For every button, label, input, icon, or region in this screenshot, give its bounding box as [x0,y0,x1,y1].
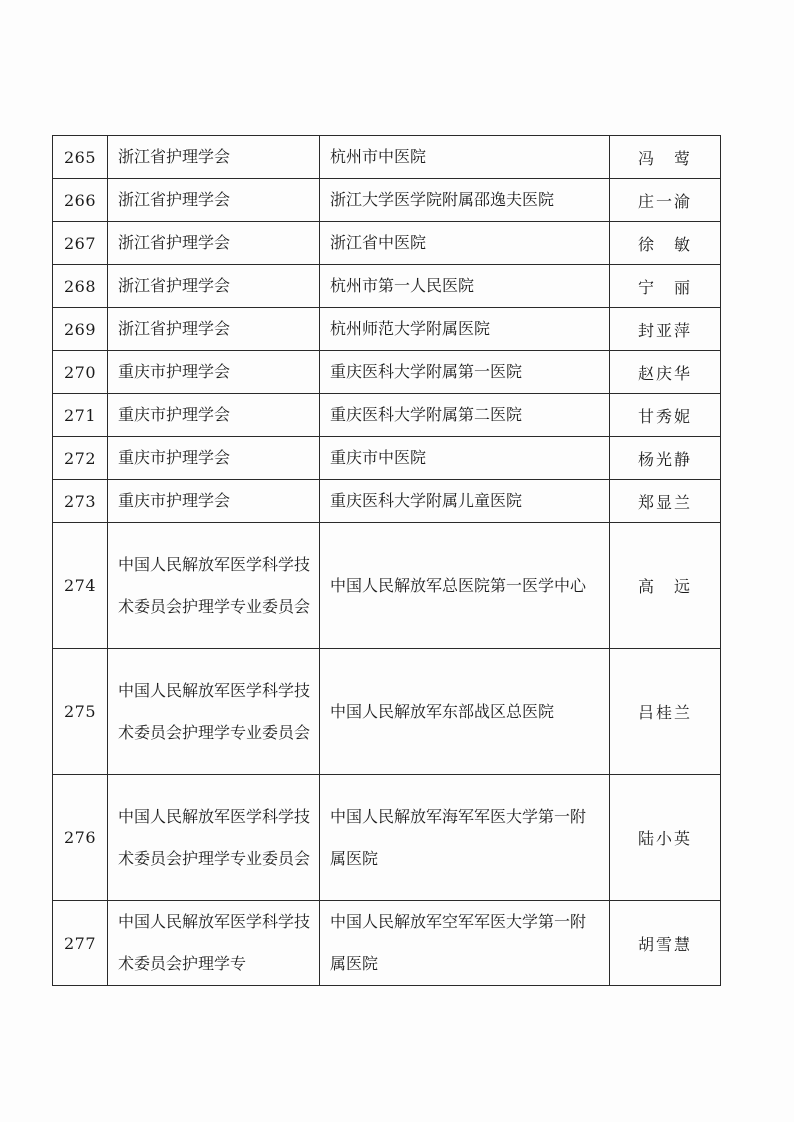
table-row [53,351,721,394]
person-name-cell: 庄一渝 [610,179,721,222]
table-row [53,649,721,775]
row-number: 276 [53,775,108,901]
person-name-cell: 宁 丽 [610,265,721,308]
organization-cell: 重庆市护理学会 [108,394,320,437]
hospital-cell: 重庆医科大学附属儿童医院 [320,480,610,523]
organization-cell: 浙江省护理学会 [108,265,320,308]
row-number: 270 [53,351,108,394]
person-name-cell: 徐 敏 [610,222,721,265]
hospital-cell [320,901,610,986]
table-row [53,523,721,649]
hospital-cell [320,775,610,901]
hospital-text: 中国人民解放军海军军医大学第一附属医院 [330,806,587,868]
organization-text: 中国人民解放军医学科学技术委员会护理学专业委员会 [118,806,311,868]
organization-cell: 浙江省护理学会 [108,136,320,179]
person-name-cell: 胡雪慧 [610,901,721,986]
person-name-cell: 吕桂兰 [610,649,721,775]
table-row [53,265,721,308]
person-name-cell: 杨光静 [610,437,721,480]
person-name-cell: 郑显兰 [610,480,721,523]
table-row [53,136,721,179]
row-number: 277 [53,901,108,986]
hospital-cell: 重庆医科大学附属第一医院 [320,351,610,394]
organization-text: 中国人民解放军医学科学技术委员会护理学专业委员会 [118,680,311,742]
organization-cell: 重庆市护理学会 [108,351,320,394]
person-name-cell: 赵庆华 [610,351,721,394]
hospital-text: 中国人民解放军总医院第一医学中心 [330,575,587,595]
hospital-cell: 杭州师范大学附属医院 [320,308,610,351]
hospital-cell: 杭州市第一人民医院 [320,265,610,308]
hospital-text: 中国人民解放军空军军医大学第一附属医院 [330,912,587,973]
hospital-cell: 浙江大学医学院附属邵逸夫医院 [320,179,610,222]
row-number: 266 [53,179,108,222]
row-number: 268 [53,265,108,308]
hospital-cell [320,649,610,775]
row-number: 269 [53,308,108,351]
organization-cell [108,523,320,649]
person-name-cell: 高 远 [610,523,721,649]
person-name-cell: 封亚萍 [610,308,721,351]
table-row [53,480,721,523]
organization-cell [108,775,320,901]
hospital-text: 中国人民解放军东部战区总医院 [330,701,555,721]
organization-cell: 浙江省护理学会 [108,308,320,351]
row-number: 272 [53,437,108,480]
table-row [53,901,721,986]
organization-cell [108,649,320,775]
organization-cell: 重庆市护理学会 [108,480,320,523]
table-row [53,437,721,480]
hospital-cell: 重庆市中医院 [320,437,610,480]
table-row [53,394,721,437]
row-number: 275 [53,649,108,775]
row-number: 273 [53,480,108,523]
organization-text: 中国人民解放军医学科学技术委员会护理学专业委员会 [118,554,311,616]
hospital-cell: 浙江省中医院 [320,222,610,265]
person-name-cell: 甘秀妮 [610,394,721,437]
organization-text: 中国人民解放军医学科学技术委员会护理学专 [118,912,311,973]
row-number: 274 [53,523,108,649]
table-row [53,308,721,351]
table-row [53,775,721,901]
hospital-cell: 杭州市中医院 [320,136,610,179]
hospital-cell [320,523,610,649]
organization-cell [108,901,320,986]
roster-table [52,135,721,986]
organization-cell: 重庆市护理学会 [108,437,320,480]
row-number: 267 [53,222,108,265]
row-number: 265 [53,136,108,179]
row-number: 271 [53,394,108,437]
organization-cell: 浙江省护理学会 [108,222,320,265]
table-row [53,222,721,265]
table-row [53,179,721,222]
person-name-cell: 陆小英 [610,775,721,901]
organization-cell: 浙江省护理学会 [108,179,320,222]
person-name-cell: 冯 莺 [610,136,721,179]
hospital-cell: 重庆医科大学附属第二医院 [320,394,610,437]
